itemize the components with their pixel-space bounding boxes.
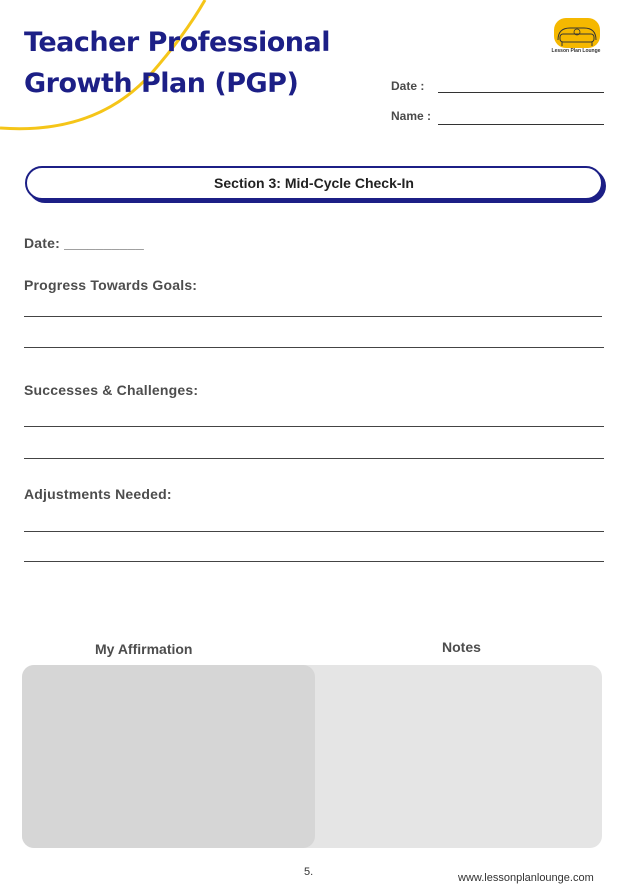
header-name-line[interactable] bbox=[438, 124, 604, 125]
page-number: 5. bbox=[304, 866, 314, 878]
successes-line-1[interactable] bbox=[24, 426, 604, 427]
successes-label: Successes & Challenges: bbox=[24, 382, 199, 398]
title-line-2: Growth Plan (PGP) bbox=[24, 68, 299, 99]
checkin-date-label: Date: __________ bbox=[24, 235, 144, 251]
header-date-line[interactable] bbox=[438, 92, 604, 93]
adjustments-label: Adjustments Needed: bbox=[24, 486, 172, 502]
affirmation-heading: My Affirmation bbox=[95, 641, 193, 657]
header-name-label: Name : bbox=[391, 109, 432, 123]
logo-text: Lesson Plan Lounge bbox=[551, 48, 601, 54]
page-title bbox=[24, 22, 330, 104]
adjustments-line-1[interactable] bbox=[24, 531, 604, 532]
progress-line-1[interactable] bbox=[24, 316, 602, 317]
website-link[interactable]: www.lessonplanlounge.com bbox=[458, 872, 594, 884]
progress-label: Progress Towards Goals: bbox=[24, 277, 198, 293]
progress-line-2[interactable] bbox=[24, 347, 604, 348]
successes-line-2[interactable] bbox=[24, 458, 604, 459]
section-title: Section 3: Mid-Cycle Check-In bbox=[214, 175, 414, 191]
adjustments-line-2[interactable] bbox=[24, 561, 604, 562]
affirmation-area[interactable] bbox=[22, 665, 315, 848]
notes-heading: Notes bbox=[442, 639, 481, 655]
section-banner bbox=[25, 166, 603, 200]
header-date-label: Date : bbox=[391, 79, 425, 93]
title-line-1: Teacher Professional bbox=[24, 27, 330, 58]
